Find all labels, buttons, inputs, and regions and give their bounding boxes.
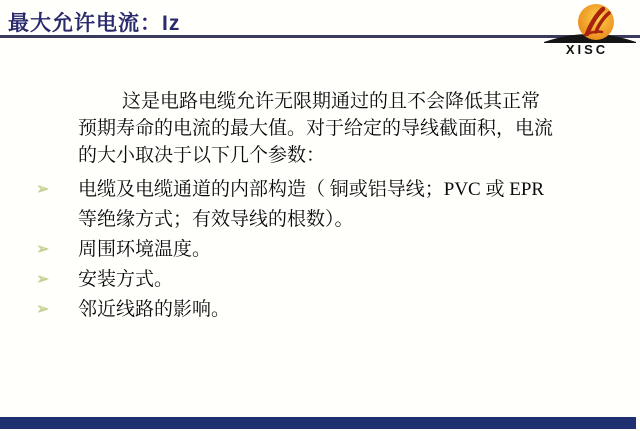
bullet-text: 周围环境温度。 <box>78 239 212 260</box>
bullet-item <box>0 235 640 265</box>
intro-paragraph: 这是电路电缆允许无限期通过的且不会降低其正常预期寿命的电流的最大值。对于给定的导线截面积，电流的大小取决于以下几个参数： <box>78 91 554 166</box>
company-logo <box>540 2 640 60</box>
bullet-item <box>0 265 640 295</box>
bullet-text: 电缆及电缆通道的内部构造（ 铜或铝导线；PVC 或 EPR 等绝缘方式；有效导线的根数）。 <box>78 179 545 230</box>
arrow-bullet-icon: ➢ <box>36 241 50 258</box>
bullet-text: 邻近线路的影响。 <box>78 299 231 320</box>
bullet-list <box>0 175 640 325</box>
bullet-item <box>0 175 640 235</box>
logo-company-name: XISC <box>565 42 609 57</box>
arrow-bullet-icon: ➢ <box>36 181 50 198</box>
bullet-text: 安装方式。 <box>78 269 174 290</box>
footer-bar <box>0 417 636 429</box>
slide-body <box>0 88 640 325</box>
slide-title: 最大允许电流：Iz <box>8 12 181 35</box>
arrow-bullet-icon: ➢ <box>36 271 50 288</box>
arrow-bullet-icon: ➢ <box>36 301 50 318</box>
bullet-item <box>0 295 640 325</box>
